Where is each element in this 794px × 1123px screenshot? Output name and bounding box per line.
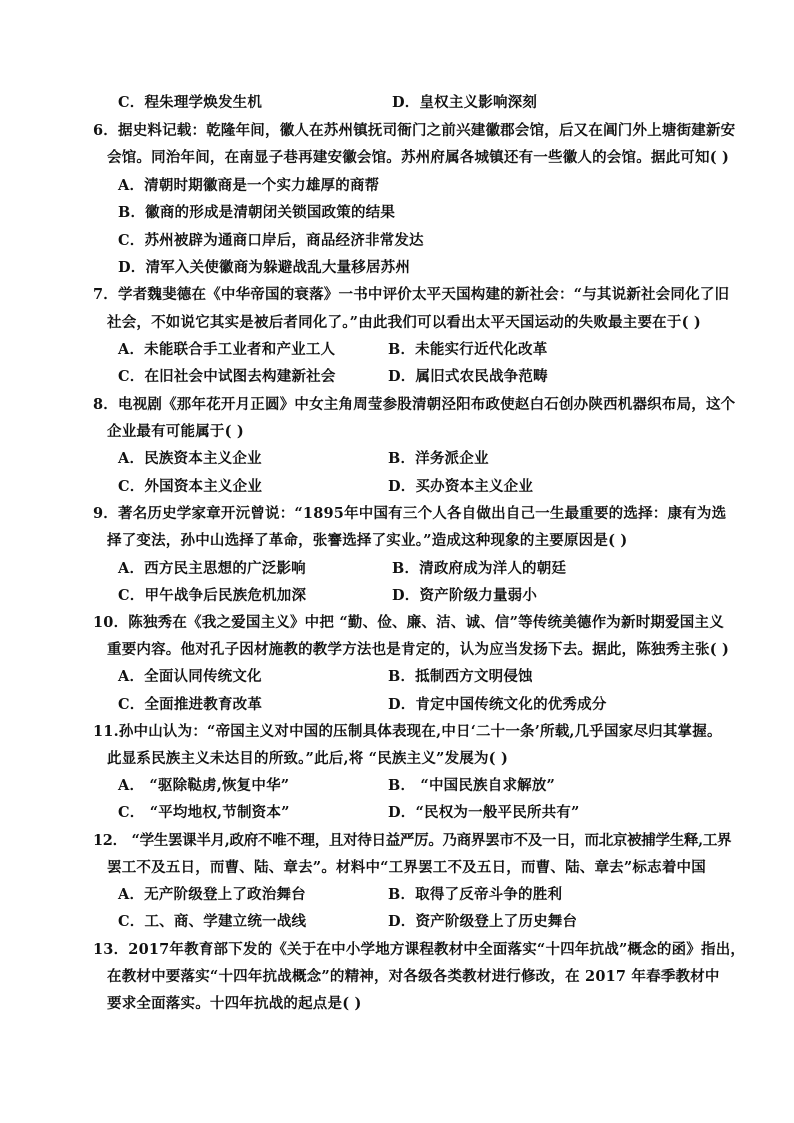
- question-13-line-3: 要求全面落实。十四年抗战的起点是( ): [107, 995, 362, 1012]
- option-d: D．“民权为一般平民所共有”: [388, 804, 580, 821]
- question-13-line-1: 13．2017年教育部下发的《关于在中小学地方课程教材中全面落实“十四年抗战”概念的函》指出，: [93, 941, 746, 958]
- question-8-line-2: 企业最有可能属于( ): [107, 423, 244, 440]
- question-8-line-1: 8．电视剧《那年花开月正圆》中女主角周莹参股清朝泾阳布政使赵白石创办陕西机器织布局，这个: [93, 396, 736, 413]
- question-6-line-1: 6．据史料记载：乾隆年间，徽人在苏州镇抚司衙门之前兴建徽郡会馆，后又在阊门外上塘街建新安: [93, 122, 736, 139]
- option-c: C．全面推进教育改革: [118, 696, 263, 713]
- question-12-line-2: 罢工不及五日，而曹、陆、章去”。材料中“工界罢工不及五日，而曹、陆、章去”标志着中国: [107, 859, 706, 876]
- option-a: A．西方民主思想的广泛影响: [118, 560, 306, 577]
- option-a: A．清朝时期徽商是一个实力雄厚的商帮: [118, 177, 380, 194]
- option-b: B．徽商的形成是清朝闭关锁国政策的结果: [118, 204, 396, 221]
- option-a: A．全面认同传统文化: [118, 668, 262, 685]
- question-9-line-1: 9．著名历史学家章开沅曾说：“1895年中国有三个人各自做出自己一生最重要的选择：康有为选: [93, 505, 727, 522]
- option-d: D．清军入关使徽商为躲避战乱大量移居苏州: [118, 259, 411, 276]
- option-c: C．甲午战争后民族危机加深: [118, 587, 307, 604]
- option-c: C． “平均地权,节制资本”: [118, 804, 290, 821]
- option-a: A．未能联合手工业者和产业工人: [118, 341, 336, 358]
- option-b: B．洋务派企业: [388, 450, 489, 467]
- option-b: B．取得了反帝斗争的胜利: [388, 886, 563, 903]
- option-b: B．抵制西方文明侵蚀: [388, 668, 533, 685]
- option-d: D．资产阶级力量弱小: [392, 587, 538, 604]
- question-10-line-2: 重要内容。他对孔子因材施教的教学方法也是肯定的，认为应当发扬下去。据此，陈独秀主张( ): [107, 641, 730, 658]
- option-c: C．在旧社会中试图去构建新社会: [118, 368, 336, 385]
- option-b: B． “中国民族自求解放”: [388, 777, 556, 794]
- option-c: C．工、商、学建立统一战线: [118, 913, 307, 930]
- question-7-line-2: 社会，不如说它其实是被后者同化了。”由此我们可以看出太平天国运动的失败最主要在于( ): [107, 314, 701, 331]
- option-d: D．资产阶级登上了历史舞台: [388, 913, 578, 930]
- option-a: A． “驱除鞑虏,恢复中华”: [118, 777, 290, 794]
- option-a: A．无产阶级登上了政治舞台: [118, 886, 306, 903]
- question-9-line-2: 择了变法，孙中山选择了革命，张謇选择了实业。”造成这种现象的主要原因是( ): [107, 532, 628, 549]
- question-6-line-2: 会馆。同治年间，在南显子巷再建安徽会馆。苏州府属各城镇还有一些徽人的会馆。据此可知( ): [107, 149, 730, 166]
- option-b: B．未能实行近代化改革: [388, 341, 548, 358]
- question-11-line-2: 此显系民族主义未达目的所致。”此后,将 “民族主义”发展为( ): [107, 750, 509, 767]
- option-c: C．程朱理学焕发生机: [118, 94, 263, 111]
- option-d: D．属旧式农民战争范畴: [388, 368, 548, 385]
- question-7-line-1: 7．学者魏斐德在《中华帝国的衰落》一书中评价太平天国构建的新社会：“与其说新社会同化了旧: [93, 286, 730, 303]
- question-13-line-2: 在教材中要落实“十四年抗战概念”的精神，对各级各类教材进行修改，在 2017 年春季教材中: [107, 968, 720, 985]
- option-c: C．苏州被辟为通商口岸后，商品经济非常发达: [118, 232, 424, 249]
- option-d: D．皇权主义影响深刻: [392, 94, 538, 111]
- option-d: D．肯定中国传统文化的优秀成分: [388, 696, 607, 713]
- question-10-line-1: 10．陈独秀在《我之爱国主义》中把 “勤、俭、廉、洁、诚、信”等传统美德作为新时期爱国主义: [93, 614, 724, 631]
- option-b: B．清政府成为洋人的朝廷: [392, 560, 567, 577]
- option-a: A．民族资本主义企业: [118, 450, 262, 467]
- option-c: C．外国资本主义企业: [118, 478, 263, 495]
- question-11-line-1: 11.孙中山认为：“帝国主义对中国的压制具体表现在,中日‘二十一条’所载,几乎国家尽归其掌握。: [93, 723, 722, 740]
- option-d: D．买办资本主义企业: [388, 478, 534, 495]
- question-12-line-1: 12． “学生罢课半月,政府不唯不理，且对待日益严厉。乃商界罢市不及一日，而北京被捕学生释,工界: [93, 832, 732, 849]
